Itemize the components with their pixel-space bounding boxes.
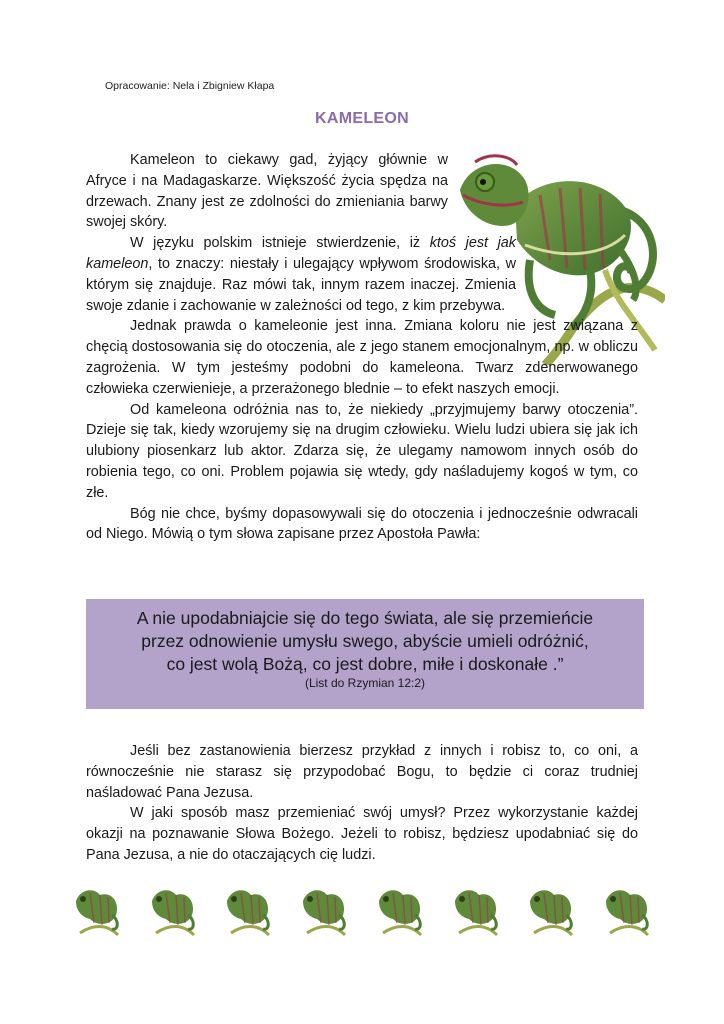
paragraph-3: Jednak prawda o kameleonie jest inna. Zmiana koloru nie jest związana z chęcią dostosowania się do otoczenia, ale z jego stanem emocjonalnym, np. w obliczu zagrożenia. W tym jesteśmy podobni do kameleona. Twarz zdenerwowanego człowieka czerwienieje, a przerażonego blednie – to efekt naszych emocji.	[86, 318, 638, 397]
chameleon-icon	[375, 883, 425, 939]
paragraph-2-end: , to znaczy: niestały i ulegający wpływom środowiska, w którym się znajduje. Raz mówi tak, innym razem inaczej. Zmienia swoje zdanie i zachowanie w zależności od tego, z kim przebywa.	[86, 255, 516, 314]
chameleon-icon	[451, 883, 501, 939]
page-title: KAMELEON	[315, 110, 409, 127]
quote-line-2: przez odnowienie umysłu swego, abyście umieli odróżnić,	[141, 631, 589, 651]
quote-reference: (List do Rzymian 12:2)	[304, 676, 426, 690]
closing-paragraph-1: Jeśli bez zastanowienia bierzesz przykład z innych i robisz to, co oni, a równocześnie nie starasz się przypodobać Bogu, to będzie ci coraz trudniej naśladować Pana Jezusa.	[86, 743, 638, 801]
paragraph-1: Kameleon to ciekawy gad, żyjący głównie w Afryce i na Madagaskarze. Większość życia spędza na drzewach. Znany jest ze zdolności do zmieniania barwy swojej skóry.	[86, 152, 448, 231]
quote-line-3: co jest wolą Bożą, co jest dobre, miłe i doskonałe .”	[166, 654, 564, 674]
closing-paragraph-2: W jaki sposób masz przemieniać swój umysł? Przez wykorzystanie każdej okazji na poznawanie Słowa Bożego. Jeżeli to robisz, będziesz upodabniać się do Pana Jezusa, a nie do otaczających cię ludzi.	[86, 805, 638, 863]
paragraph-5: Bóg nie chce, byśmy dopasowywali się do otoczenia i jednocześnie odwracali od Niego. Mówią o tym słowa zapisane przez Apostoła Pawła:	[86, 505, 638, 543]
chameleon-icon	[526, 883, 576, 939]
chameleon-icon	[299, 883, 349, 939]
chameleon-border	[72, 883, 652, 939]
paragraph-2	[86, 233, 516, 316]
paragraph-2-start: W języku polskim istnieje stwierdzenie, iż	[130, 235, 430, 252]
intro-text	[86, 150, 638, 545]
quote-text	[86, 607, 644, 676]
chameleon-icon	[72, 883, 122, 939]
chameleon-icon	[602, 883, 652, 939]
chameleon-icon	[148, 883, 198, 939]
paragraph-2-italic: ktoś jest jak kameleon	[86, 235, 516, 272]
bible-quote-box	[86, 599, 644, 709]
paragraph-4: Od kameleona odróżnia nas to, że niekiedy „przyjmujemy barwy otoczenia”. Dzieje się tak, kiedy wzorujemy się na drugim człowieku. Wielu ludzi ubiera się jak ich ulubiony piosenkarz lub aktor. Zdarza się, że ulegamy namowom innych osób do robienia tego, co oni. Problem pojawia się wtedy, gdy naśladujemy kogoś w tym, co złe.	[86, 401, 638, 501]
closing-text	[86, 741, 638, 866]
author-credit: Opracowanie: Nela i Zbigniew Kłapa	[105, 80, 275, 92]
chameleon-icon	[223, 883, 273, 939]
quote-line-1: A nie upodabniajcie się do tego świata, ale się przemieńcie	[136, 608, 594, 628]
